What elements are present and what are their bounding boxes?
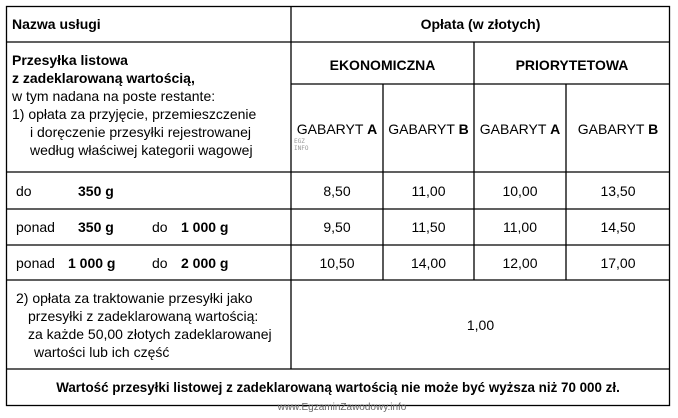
fee-cell: 11,00 [411,183,446,199]
fee-cell: 11,00 [503,219,537,235]
gabaryt-header-priority-b [566,120,670,138]
gabaryt-header-economic-a [291,120,383,138]
weight-prefix-row-2: ponad [16,219,55,235]
fee-cell: 14,00 [410,255,447,271]
weight-mid-row-2: do [152,219,168,235]
fee-cell: 9,50 [323,219,351,235]
fee2-value: 1,00 [466,317,495,333]
gabaryt-word: GABARYT [388,121,455,137]
service-line-2: z zadeklarowaną wartością, [12,70,195,86]
weight-mid-row-3: do [152,255,168,271]
fee-cell: 13,50 [600,183,636,199]
fee-cell: 10,50 [319,255,355,271]
weight-label-row-1 [16,182,32,200]
weight-from-row-3: 1 000 g [68,255,116,271]
weight-from-row-2: 350 g [78,219,114,235]
gabaryt-letter: A [367,121,378,137]
weight-prefix: do [16,183,32,199]
weight-from-row-1: 350 g [78,183,114,199]
gabaryt-letter: A [550,121,561,137]
gabaryt-letter: B [648,121,659,137]
fee-cell: 10,00 [502,183,538,199]
column-header-service: Nazwa usługi [12,16,101,32]
service-line-5: i doręczenie przesyłki rejestrowanej [30,124,251,140]
column-header-fee: Opłata (w złotych) [420,16,541,32]
fee-cell: 12,00 [502,255,538,271]
service-line-3: w tym nadana na poste restante: [12,88,216,104]
category-economic: EKONOMICZNA [329,57,436,73]
gabaryt-header-priority-a [474,120,566,138]
footer-note: Wartość przesyłki listowej z zadeklarowaną wartością nie może być wyższa niż 70 000 zł. [56,380,620,395]
fee2-description [16,289,272,361]
fee-cell: 11,50 [411,219,446,235]
fee-cell: 8,50 [323,183,351,199]
gabaryt-header-economic-b [383,120,474,138]
fee2-line-1: 2) opłata za traktowanie przesyłki jako [16,290,253,306]
fee2-line-3: za każde 50,00 złotych zadeklarowanej [28,326,272,342]
category-priority: PRIORYTETOWA [515,57,629,73]
gabaryt-letter: B [458,121,469,137]
weight-prefix-row-3: ponad [16,255,55,271]
gabaryt-word: GABARYT [296,121,364,137]
service-line-1: Przesyłka listowa [12,52,128,68]
service-line-6: według właściwej kategorii wagowej [30,142,253,158]
gabaryt-word: GABARYT [479,121,547,137]
watermark-icon: EGZ INFO [294,138,309,152]
fee2-line-4: wartości lub ich część [34,344,170,360]
service-line-4: 1) opłata za przyjęcie, przemieszczenie [12,106,257,122]
fee2-line-2: przesyłki z zadeklarowaną wartością: [28,308,259,324]
fee-cell: 17,00 [600,255,636,271]
gabaryt-word: GABARYT [577,121,645,137]
weight-to-row-2: 1 000 g [181,219,229,235]
weight-to-row-3: 2 000 g [181,255,229,271]
service-description [12,51,256,159]
watermark-text: www.EgzaminZawodowy.info [277,402,407,413]
fee-cell: 14,50 [600,219,636,235]
